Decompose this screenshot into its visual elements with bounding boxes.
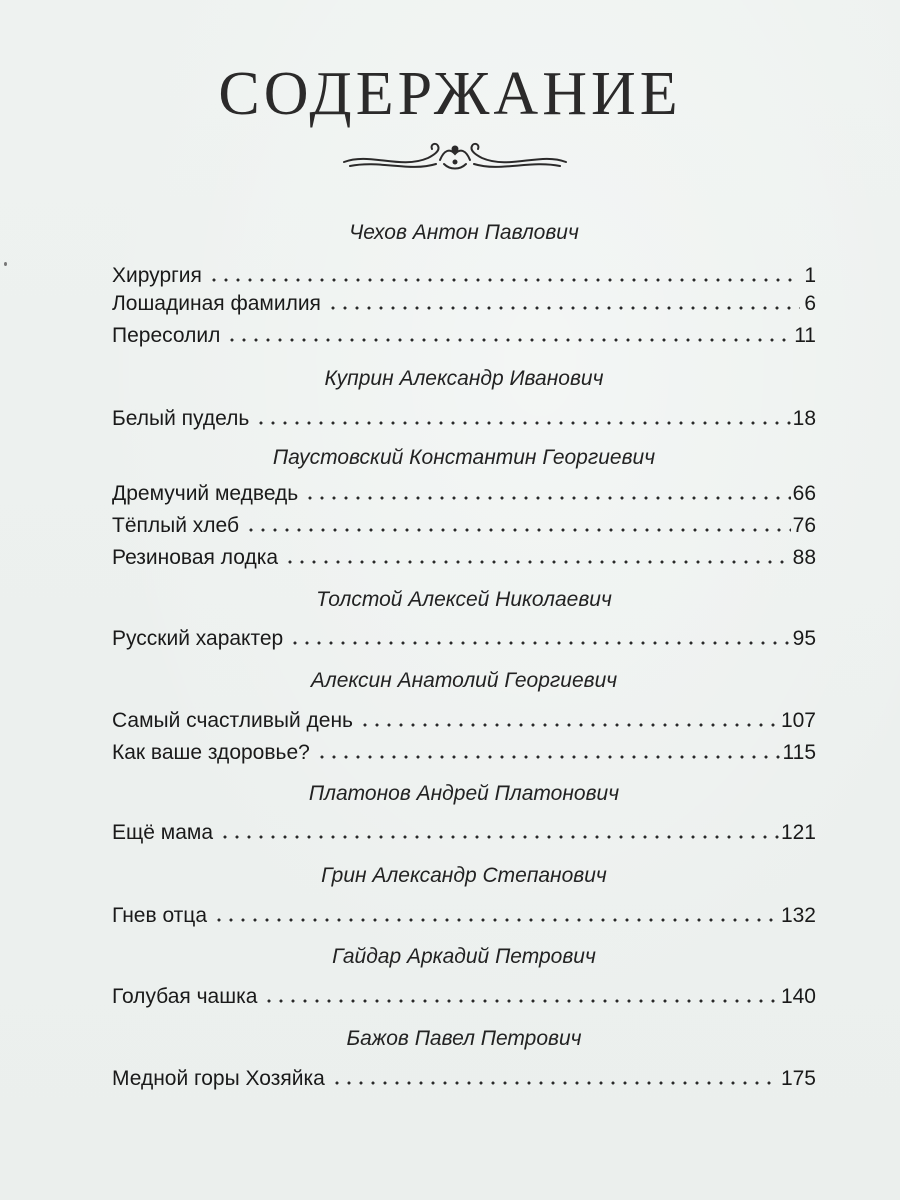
dot-leader: [219, 835, 779, 839]
entry-title: Гнев отца: [112, 904, 208, 927]
toc-entry[interactable]: [112, 262, 816, 290]
entry-title: Белый пудель: [112, 407, 250, 430]
dot-leader: [304, 496, 790, 500]
toc-entry[interactable]: [112, 983, 816, 1011]
toc-entry[interactable]: [112, 902, 816, 930]
entry-title: Лошадиная фамилия: [112, 292, 321, 315]
toc-entry[interactable]: [112, 1065, 816, 1093]
entry-page: 132: [780, 904, 816, 927]
dot-leader: [289, 641, 790, 645]
toc-entry[interactable]: [112, 739, 816, 767]
entry-title: Голубая чашка: [112, 985, 258, 1008]
dot-leader: [316, 755, 781, 759]
dot-leader: [331, 1081, 779, 1085]
dot-leader: [245, 528, 791, 532]
entry-title: Тёплый хлеб: [112, 514, 240, 537]
toc-entry[interactable]: [112, 405, 816, 433]
entry-title: Русский характер: [112, 627, 284, 650]
toc-entry[interactable]: [112, 322, 816, 350]
entry-title: Самый счастливый день: [112, 709, 353, 732]
dot-leader: [226, 338, 792, 342]
entry-page: 107: [780, 709, 816, 732]
toc-entry[interactable]: [112, 290, 816, 318]
entry-title: Хирургия: [112, 264, 202, 287]
dot-leader: [359, 723, 779, 727]
author-heading: Грин Александр Степанович: [321, 864, 607, 887]
toc-entry[interactable]: [112, 512, 816, 540]
dot-leader: [213, 918, 779, 922]
toc-entry[interactable]: [112, 819, 816, 847]
author-heading: Платонов Андрей Платонович: [308, 782, 620, 805]
entry-page: 76: [792, 514, 816, 537]
page-speck: [4, 262, 7, 266]
entry-page: 18: [792, 407, 816, 430]
dot-leader: [263, 999, 779, 1003]
entry-page: 1: [804, 264, 816, 287]
entry-title: Резиновая лодка: [112, 546, 279, 569]
entry-title: Ещё мама: [112, 821, 214, 844]
author-heading: Гайдар Аркадий Петрович: [332, 945, 596, 968]
entry-page: 11: [794, 324, 816, 347]
dot-leader: [284, 560, 791, 564]
entry-page: 88: [792, 546, 816, 569]
entry-page: 140: [780, 985, 816, 1008]
page-title: СОДЕРЖАНИЕ: [218, 60, 682, 128]
toc-entry[interactable]: [112, 544, 816, 572]
toc-entry[interactable]: [112, 707, 816, 735]
author-heading: Толстой Алексей Николаевич: [316, 588, 612, 611]
entry-title: Дремучий медведь: [112, 482, 299, 505]
toc-entry[interactable]: [112, 480, 816, 508]
entry-page: 115: [782, 741, 816, 764]
entry-page: 95: [792, 627, 816, 650]
author-heading: Чехов Антон Павлович: [349, 221, 579, 244]
author-heading: Бажов Павел Петрович: [346, 1027, 582, 1050]
flourish-ornament-icon: [340, 140, 570, 176]
dot-leader: [327, 306, 800, 310]
entry-title: Как ваше здоровье?: [112, 741, 310, 764]
author-heading: Алексин Анатолий Георгиевич: [310, 669, 618, 692]
author-heading: Куприн Александр Иванович: [324, 367, 604, 390]
entry-page: 6: [804, 292, 816, 315]
entry-page: 175: [780, 1067, 816, 1090]
entry-page: 121: [780, 821, 816, 844]
author-heading: Паустовский Константин Георгиевич: [272, 446, 656, 469]
dot-leader: [208, 278, 800, 282]
entry-page: 66: [792, 482, 816, 505]
entry-title: Пересолил: [112, 324, 221, 347]
dot-leader: [255, 421, 790, 425]
toc-entry[interactable]: [112, 625, 816, 653]
entry-title: Медной горы Хозяйка: [112, 1067, 325, 1090]
